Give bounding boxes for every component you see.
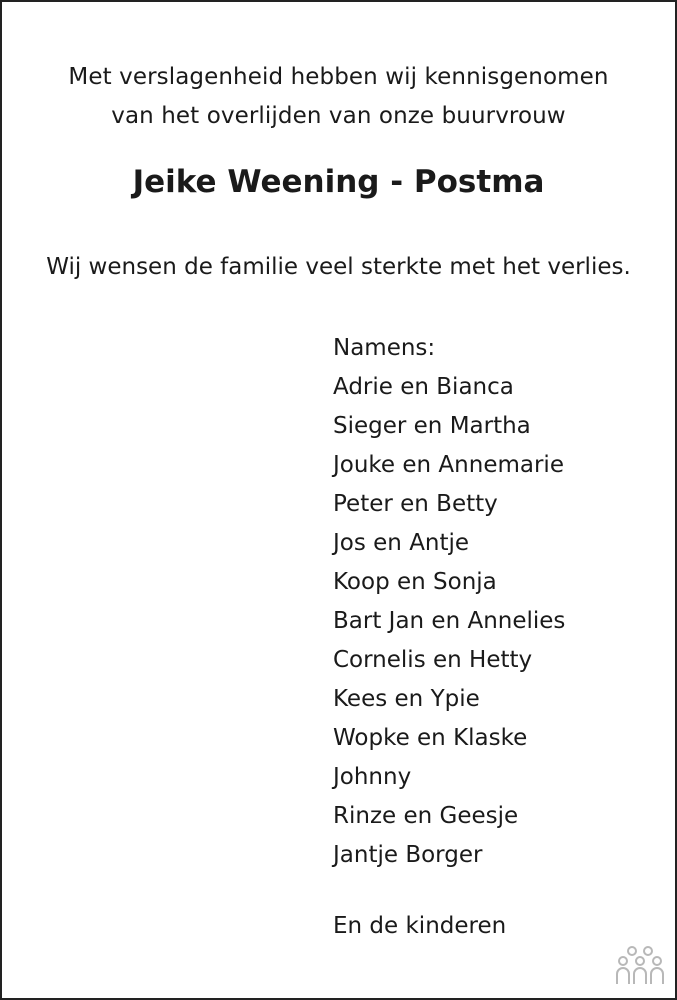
sender-name: Jos en Antje <box>333 530 470 556</box>
intro-line-2: van het overlijden van onze buurvrouw <box>111 103 566 129</box>
sender-name: Kees en Ypie <box>333 686 480 712</box>
sender-name: Peter en Betty <box>333 491 498 517</box>
sender-name: Jouke en Annemarie <box>333 452 564 478</box>
intro-text <box>2 58 675 136</box>
sender-name: Wopke en Klaske <box>333 725 528 751</box>
intro-line-1: Met verslagenheid hebben wij kennisgenomen <box>68 64 609 90</box>
senders-list <box>333 329 565 875</box>
sender-name: Koop en Sonja <box>333 569 497 595</box>
sender-name: Sieger en Martha <box>333 413 531 439</box>
sender-name: Jantje Borger <box>333 842 483 868</box>
on-behalf-label: Namens: <box>333 335 436 361</box>
people-group-icon <box>615 944 665 988</box>
sender-name: Johnny <box>333 764 412 790</box>
sender-name: Cornelis en Hetty <box>333 647 533 673</box>
sender-name: Rinze en Geesje <box>333 803 519 829</box>
condolence-wish: Wij wensen de familie veel sterkte met het verlies. <box>46 254 631 280</box>
sender-name: Adrie en Bianca <box>333 374 514 400</box>
sender-name: Bart Jan en Annelies <box>333 608 566 634</box>
deceased-name: Jeike Weening - Postma <box>132 164 545 200</box>
closing-line: En de kinderen <box>333 913 507 939</box>
